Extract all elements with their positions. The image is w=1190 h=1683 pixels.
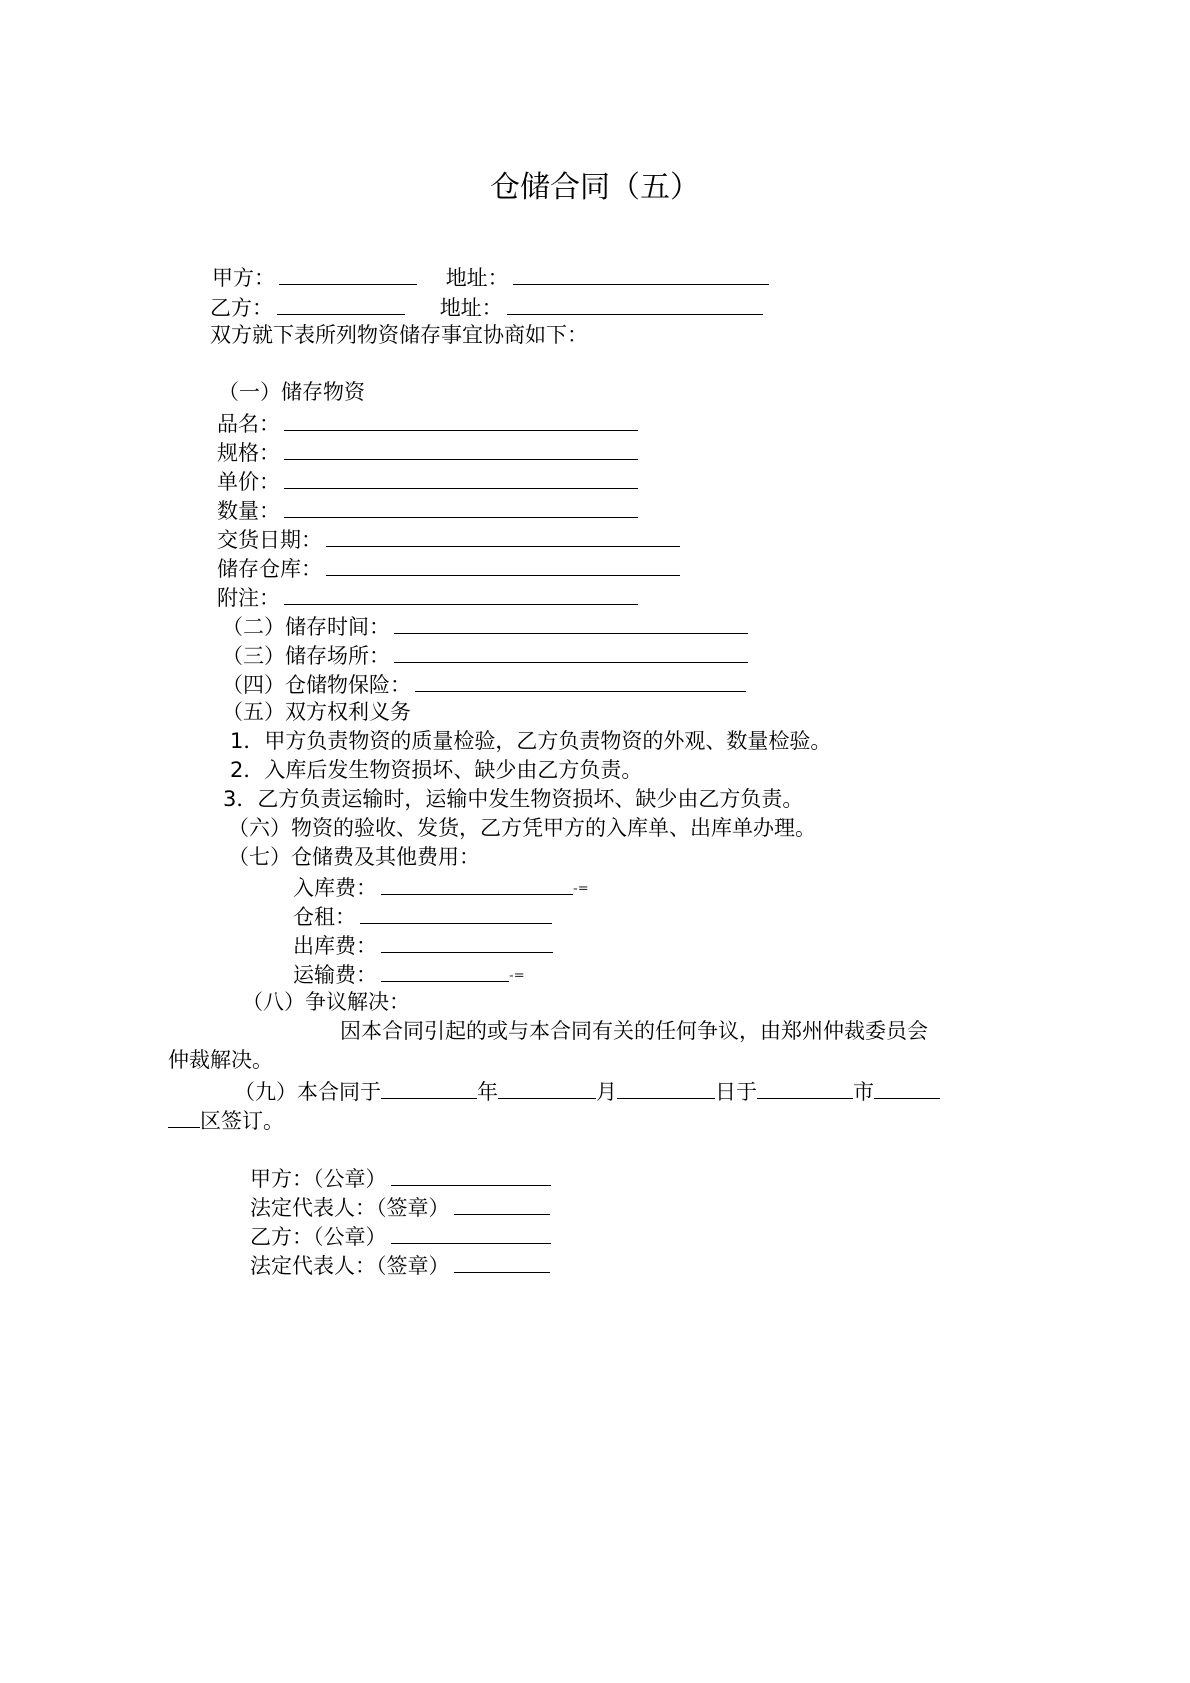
section9-prefix: （九）本合同于: [234, 1080, 381, 1104]
storage-time-field[interactable]: [394, 611, 748, 634]
month-field[interactable]: [498, 1076, 596, 1099]
fee-rent-line: [293, 901, 552, 929]
party-a-label: 甲方：: [212, 266, 275, 290]
field-product-name: [217, 408, 638, 436]
signature-party-b: [250, 1221, 551, 1249]
party-a-name-field[interactable]: [279, 262, 417, 285]
obligation-item-1: [230, 727, 831, 755]
signature-legal-rep-b: [250, 1250, 550, 1278]
fee-transport-label: 运输费：: [293, 963, 377, 987]
section7-heading: （七）仓储费及其他费用：: [228, 845, 480, 869]
fee-outbound-label: 出库费：: [293, 934, 377, 958]
party-b-seal-field[interactable]: [391, 1221, 551, 1244]
quantity-label: 数量：: [217, 499, 280, 523]
section8-text-line2: 仲裁解决。: [168, 1048, 273, 1072]
city-label: 市: [853, 1080, 874, 1104]
district-field-part2[interactable]: [168, 1105, 200, 1128]
party-a-seal-label: 甲方：（公章）: [250, 1167, 387, 1191]
legal-rep-a-field[interactable]: [454, 1192, 550, 1215]
section3-label: （三）储存场所：: [222, 644, 390, 668]
fee-outbound-field[interactable]: [381, 930, 553, 953]
obligation-item-2-number: 2．: [230, 758, 265, 782]
note-field[interactable]: [284, 582, 638, 605]
party-b-address-label: 地址：: [439, 296, 503, 320]
intro-text: 双方就下表所列物资储存事宜协商如下：: [210, 323, 588, 347]
party-b-name-field[interactable]: [277, 292, 405, 315]
party-b-line: [210, 292, 763, 320]
field-spec: [217, 437, 638, 465]
unit-price-label: 单价：: [217, 470, 280, 494]
section9-line: [234, 1076, 940, 1104]
unit-price-field[interactable]: [284, 466, 638, 489]
delivery-date-field[interactable]: [326, 524, 680, 547]
obligation-item-3-number: 3．: [223, 787, 258, 811]
city-field[interactable]: [757, 1076, 853, 1099]
year-label: 年: [477, 1080, 498, 1104]
delivery-date-label: 交货日期：: [217, 528, 322, 552]
field-delivery-date: [217, 524, 680, 552]
party-a-line: [212, 262, 769, 290]
field-unit-price: [217, 466, 638, 494]
field-quantity: [217, 495, 638, 523]
product-name-label: 品名：: [217, 412, 280, 436]
signature-legal-rep-a: [250, 1192, 550, 1220]
party-b-seal-label: 乙方：（公章）: [250, 1225, 387, 1249]
fee-transport-mark: -=: [509, 968, 525, 984]
fee-transport-line: [293, 959, 525, 987]
fee-inbound-label: 入库费：: [293, 876, 377, 900]
obligation-item-2: [230, 756, 642, 784]
party-b-address-field[interactable]: [507, 292, 763, 315]
day-field[interactable]: [617, 1076, 715, 1099]
fee-inbound-line: [293, 872, 589, 900]
warehouse-label: 储存仓库：: [217, 557, 322, 581]
district-field-part1[interactable]: [874, 1076, 940, 1099]
insurance-field[interactable]: [415, 669, 746, 692]
section9-line2: [168, 1105, 284, 1133]
fee-transport-field[interactable]: [381, 959, 509, 982]
fee-inbound-mark: -=: [573, 881, 589, 897]
section3-line: [222, 640, 748, 668]
section2-label: （二）储存时间：: [222, 615, 390, 639]
party-a-address-field[interactable]: [513, 262, 769, 285]
note-label: 附注：: [217, 586, 280, 610]
section8-heading: （八）争议解决：: [242, 990, 410, 1014]
section8-text-line1: 因本合同引起的或与本合同有关的任何争议，由郑州仲裁委员会: [340, 1019, 928, 1043]
day-at-label: 日于: [715, 1080, 757, 1104]
district-signed-label: 区签订。: [200, 1109, 284, 1133]
party-b-label: 乙方：: [210, 296, 273, 320]
storage-place-field[interactable]: [394, 640, 748, 663]
section5-heading: （五）双方权利义务: [222, 700, 411, 724]
obligation-item-1-number: 1．: [230, 729, 265, 753]
spec-field[interactable]: [284, 437, 638, 460]
field-warehouse: [217, 553, 680, 581]
document-title: 仓储合同（五）: [490, 170, 700, 205]
fee-rent-label: 仓租：: [293, 905, 356, 929]
quantity-field[interactable]: [284, 495, 638, 518]
obligation-item-3-text: 乙方负责运输时，运输中发生物资损坏、缺少由乙方负责。: [257, 787, 804, 811]
section6-text: （六）物资的验收、发货，乙方凭甲方的入库单、出库单办理。: [228, 816, 816, 840]
obligation-item-1-text: 甲方负责物资的质量检验，乙方负责物资的外观、数量检验。: [264, 729, 832, 753]
fee-inbound-field[interactable]: [381, 872, 573, 895]
party-a-address-label: 地址：: [445, 266, 509, 290]
legal-rep-b-field[interactable]: [454, 1250, 550, 1273]
fee-outbound-line: [293, 930, 553, 958]
legal-rep-b-label: 法定代表人：（签章）: [250, 1254, 450, 1278]
legal-rep-a-label: 法定代表人：（签章）: [250, 1196, 450, 1220]
fee-rent-field[interactable]: [360, 901, 552, 924]
signature-party-a: [250, 1163, 551, 1191]
field-note: [217, 582, 638, 610]
spec-label: 规格：: [217, 441, 280, 465]
section2-line: [222, 611, 748, 639]
obligation-item-3: [223, 785, 803, 813]
section1-heading: （一）储存物资: [218, 380, 365, 404]
section4-line: [222, 669, 746, 697]
section4-label: （四）仓储物保险：: [222, 673, 411, 697]
party-a-seal-field[interactable]: [391, 1163, 551, 1186]
product-name-field[interactable]: [284, 408, 638, 431]
warehouse-field[interactable]: [326, 553, 680, 576]
month-label: 月: [596, 1080, 617, 1104]
obligation-item-2-text: 入库后发生物资损坏、缺少由乙方负责。: [264, 758, 643, 782]
year-field[interactable]: [381, 1076, 477, 1099]
